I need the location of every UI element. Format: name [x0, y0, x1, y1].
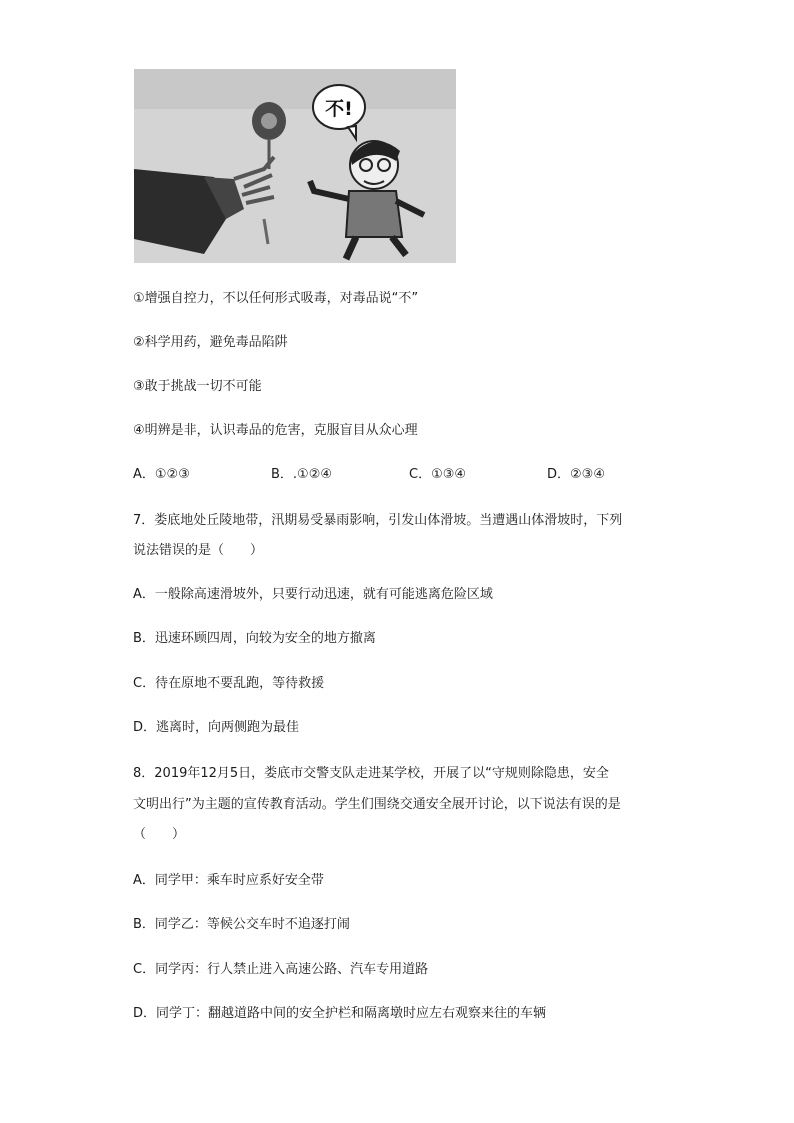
q7-option-c[interactable]: C．待在原地不要乱跑，等待救援 — [133, 676, 325, 691]
q8-option-d[interactable]: D．同学丁：翻越道路中间的安全护栏和隔离墩时应左右观察来往的车辆 — [133, 1006, 547, 1021]
q6-statement-2: ②科学用药，避免毒品陷阱 — [133, 335, 288, 350]
q8-stem-line1: 8．2019年12月5日，娄底市交警支队走进某学校，开展了以“守规则除隐患，安全 — [133, 766, 609, 781]
q8-option-c[interactable]: C．同学丙：行人禁止进入高速公路、汽车专用道路 — [133, 962, 429, 977]
q6-choice-a[interactable]: A．①②③ — [133, 467, 190, 482]
q6-choice-b[interactable]: B．.①②④ — [271, 467, 333, 482]
q6-statement-4: ④明辨是非，认识毒品的危害，克服盲目从众心理 — [133, 423, 418, 438]
q6-statement-3: ③敢于挑战一切不可能 — [133, 379, 262, 394]
q8-stem-line2: 文明出行”为主题的宣传教育活动。学生们围绕交通安全展开讨论，以下说法有误的是 — [133, 797, 621, 812]
q8-option-a[interactable]: A．同学甲：乘车时应系好安全带 — [133, 873, 324, 888]
q7-stem-line2: 说法错误的是（ ） — [133, 543, 264, 558]
speech-bubble-text: 不! — [325, 98, 353, 120]
q7-stem-line1: 7．娄底地处丘陵地带，汛期易受暴雨影响，引发山体滑坡。当遭遇山体滑坡时，下列 — [133, 513, 623, 528]
q7-option-a[interactable]: A．一般除高速滑坡外，只要行动迅速，就有可能逃离危险区域 — [133, 587, 493, 602]
q7-option-d[interactable]: D．逃离时，向两侧跑为最佳 — [133, 720, 300, 735]
q6-choice-c[interactable]: C．①③④ — [409, 467, 467, 482]
q6-choices — [133, 465, 653, 485]
q7-option-b[interactable]: B．迅速环顾四周，向较为安全的地方撤离 — [133, 631, 376, 646]
q8-option-b[interactable]: B．同学乙：等候公交车时不追逐打闹 — [133, 917, 350, 932]
anti-drug-illustration — [134, 69, 456, 263]
q8-stem-line3: （ ） — [133, 827, 186, 842]
anti-drug-cartoon-icon — [134, 69, 456, 263]
q6-statement-1: ①增强自控力，不以任何形式吸毒，对毒品说“不” — [133, 291, 419, 306]
q6-choice-d[interactable]: D．②③④ — [547, 467, 605, 482]
